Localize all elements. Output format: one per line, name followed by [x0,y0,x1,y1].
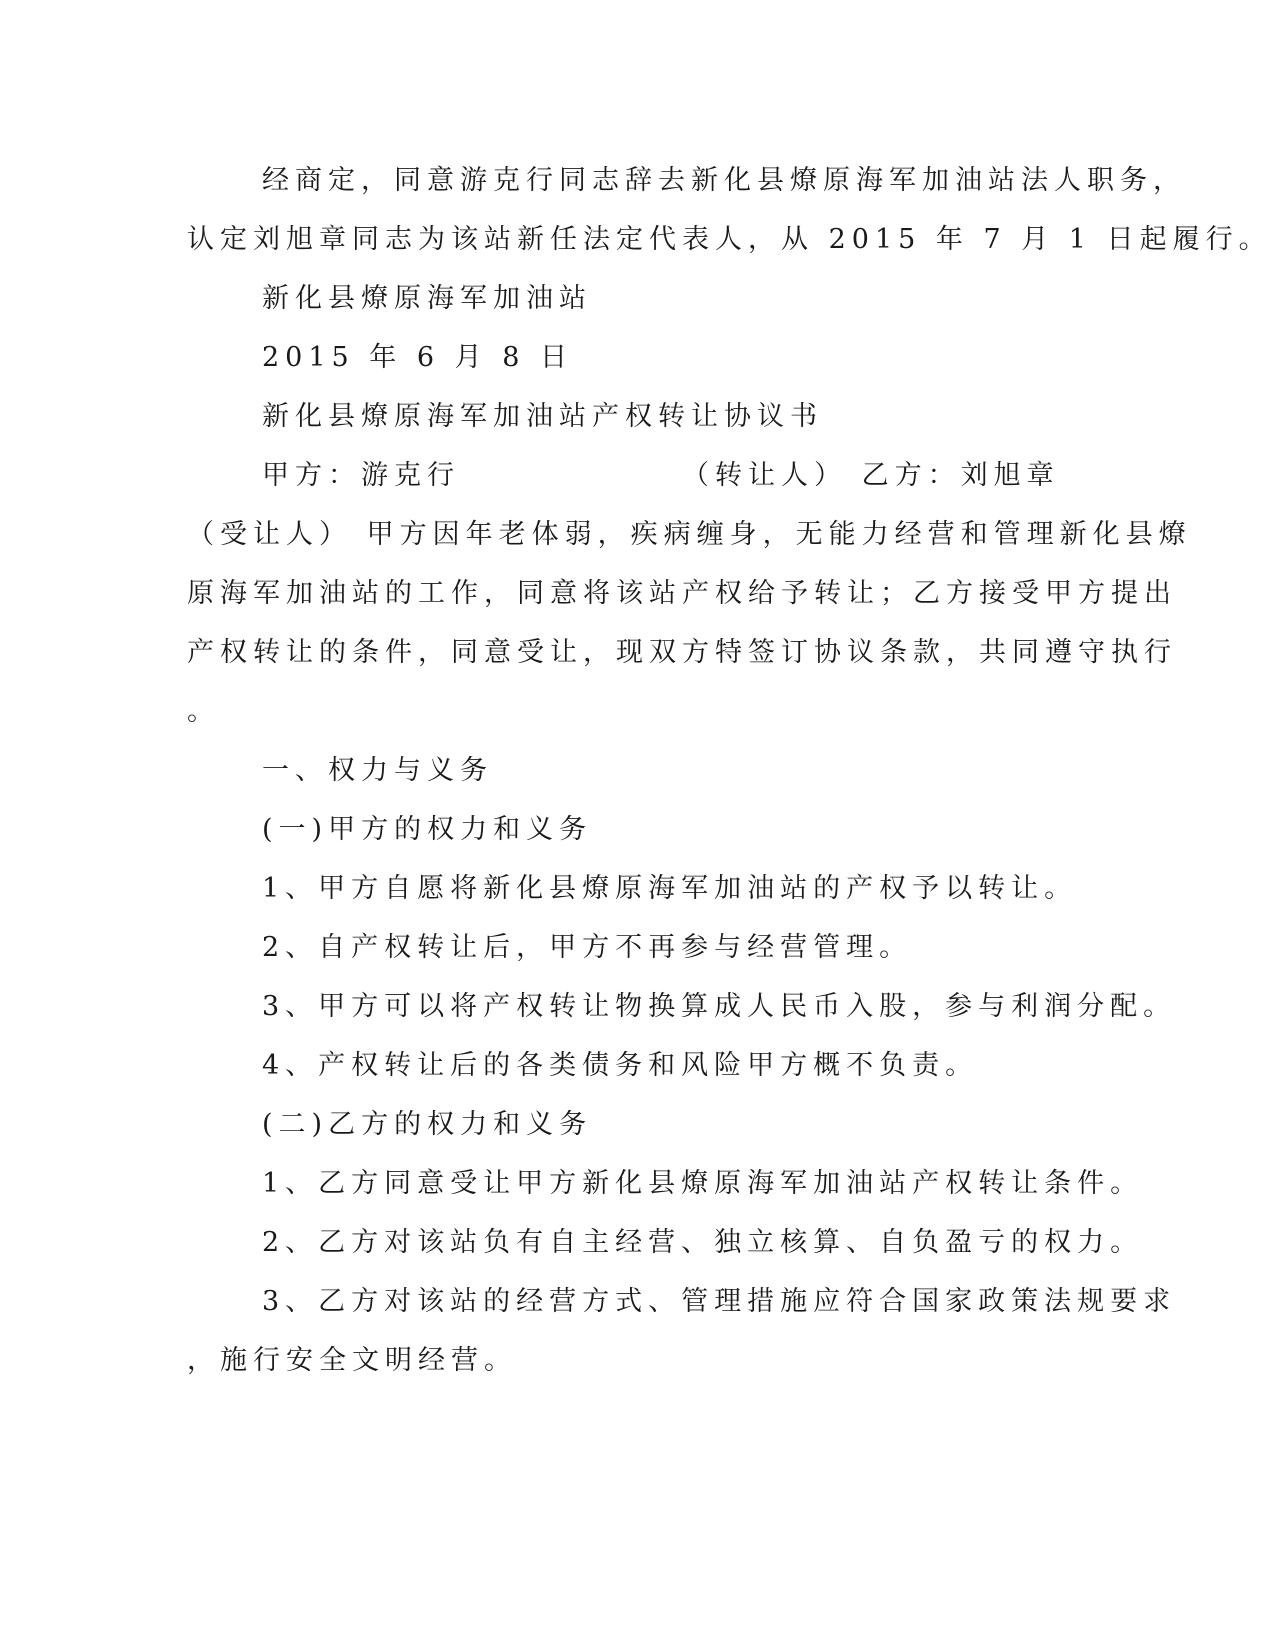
paragraph-line: 认定刘旭章同志为该站新任法定代表人，从 2015 年 7 月 1 日起履行。 [187,224,1272,255]
paragraph-line: 。 [187,696,220,727]
paragraph-line: 产权转让的条件，同意受让，现双方特签订协议条款，共同遵守执行 [187,637,1177,668]
clause-item: 3、甲方可以将产权转让物换算成人民币入股，参与利润分配。 [262,991,1177,1022]
parties-line [0,459,1275,493]
clause-item: 2、自产权转让后，甲方不再参与经营管理。 [262,932,913,963]
clause-item: 1、乙方同意受让甲方新化县燎原海军加油站产权转让条件。 [262,1168,1144,1199]
paragraph-line: 原海军加油站的工作，同意将该站产权给予转让；乙方接受甲方提出 [187,578,1177,609]
signature-date: 2015 年 6 月 8 日 [262,342,573,373]
party-b: （转让人） 乙方：刘旭章 [682,460,1060,491]
subsection-heading: (二)乙方的权力和义务 [262,1109,593,1140]
subsection-heading: (一)甲方的权力和义务 [262,814,593,845]
agreement-title: 新化县燎原海军加油站产权转让协议书 [262,401,823,432]
section-heading: 一、权力与义务 [262,755,493,786]
clause-item-continuation: ，施行安全文明经营。 [187,1345,517,1376]
paragraph-line: （受让人） 甲方因年老体弱，疾病缠身，无能力经营和管理新化县燎 [187,519,1192,550]
clause-item: 2、乙方对该站负有自主经营、独立核算、自负盈亏的权力。 [262,1227,1144,1258]
party-a: 甲方：游克行 [262,460,460,491]
signature-organization: 新化县燎原海军加油站 [262,283,592,314]
paragraph-line: 经商定，同意游克行同志辞去新化县燎原海军加油站法人职务， [262,165,1186,196]
clause-item: 1、甲方自愿将新化县燎原海军加油站的产权予以转让。 [262,873,1078,904]
clause-item: 3、乙方对该站的经营方式、管理措施应符合国家政策法规要求 [262,1286,1177,1317]
clause-item: 4、产权转让后的各类债务和风险甲方概不负责。 [262,1050,979,1081]
